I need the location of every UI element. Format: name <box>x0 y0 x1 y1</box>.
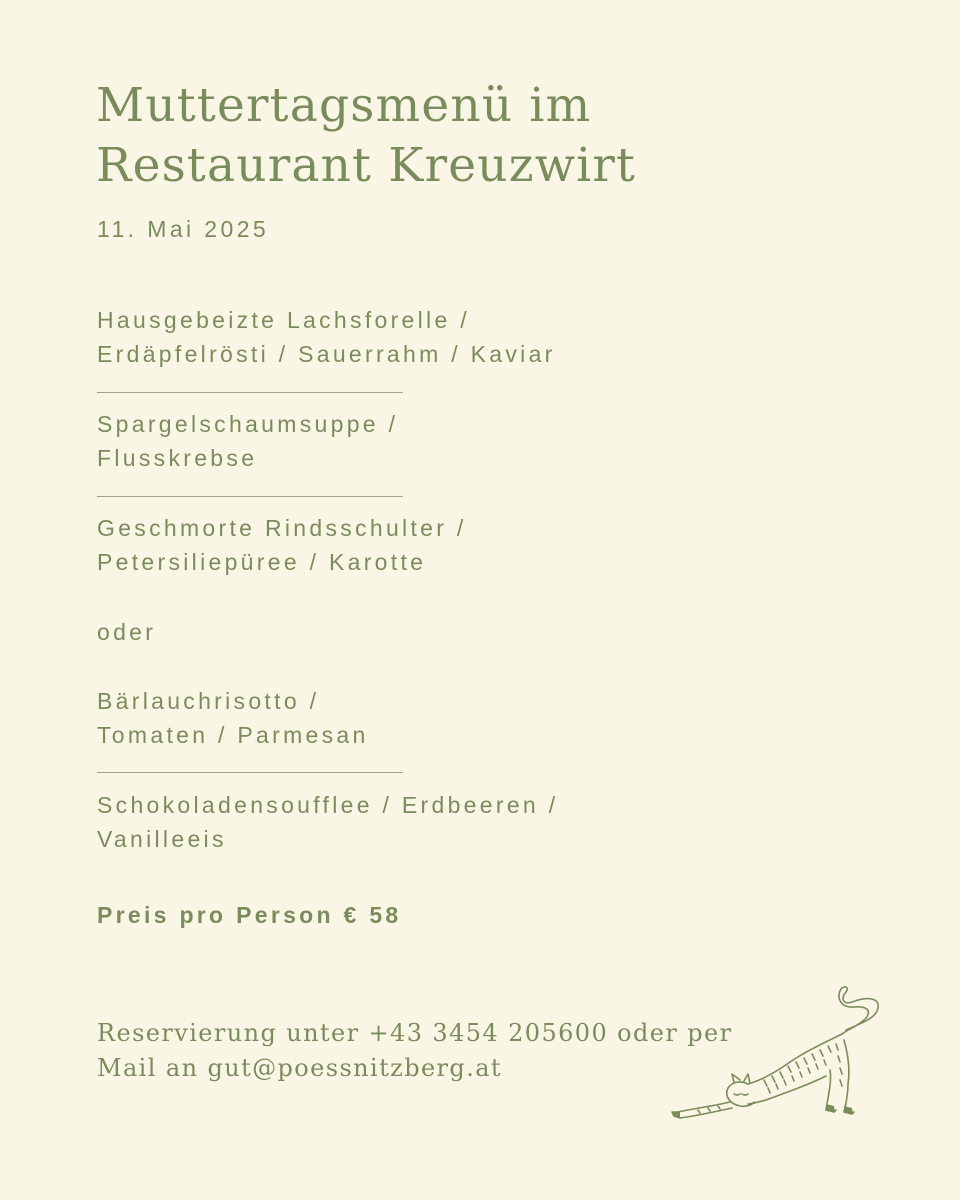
course-line: Spargelschaumsuppe / <box>97 411 399 437</box>
course-line: Flusskrebse <box>97 445 258 471</box>
title-line-1: Muttertagsmenü im <box>96 78 592 133</box>
price-per-person: Preis pro Person € 58 <box>97 902 402 928</box>
course-starter <box>97 303 556 371</box>
course-line: Petersiliepüree / Karotte <box>97 549 427 575</box>
course-divider <box>97 496 403 497</box>
course-line: Tomaten / Parmesan <box>97 722 369 748</box>
stretching-cat-illustration <box>668 984 890 1126</box>
course-line: Erdäpfelrösti / Sauerrahm / Kaviar <box>97 341 556 367</box>
page-title <box>96 76 636 196</box>
course-line: oder <box>97 619 157 645</box>
reservation-line-1: Reservierung unter +43 3454 205600 oder per <box>97 1019 733 1047</box>
reservation-info <box>97 1016 733 1086</box>
course-alternative-label <box>97 615 156 649</box>
course-line: Hausgebeizte Lachsforelle / <box>97 307 470 333</box>
course-dessert <box>97 788 558 856</box>
course-line: Vanilleeis <box>97 826 227 852</box>
course-line: Bärlauchrisotto / <box>97 688 320 714</box>
reservation-line-2: Mail an gut@poessnitzberg.at <box>97 1054 502 1082</box>
course-line: Geschmorte Rindsschulter / <box>97 515 467 541</box>
event-date: 11. Mai 2025 <box>97 216 270 242</box>
course-line: Schokoladensoufflee / Erdbeeren / <box>97 792 559 818</box>
course-main-vegetarian <box>97 684 369 752</box>
course-soup <box>97 407 398 475</box>
title-line-2: Restaurant Kreuzwirt <box>96 138 637 193</box>
course-divider <box>97 772 403 773</box>
course-divider <box>97 392 403 393</box>
course-main-meat <box>97 511 467 579</box>
